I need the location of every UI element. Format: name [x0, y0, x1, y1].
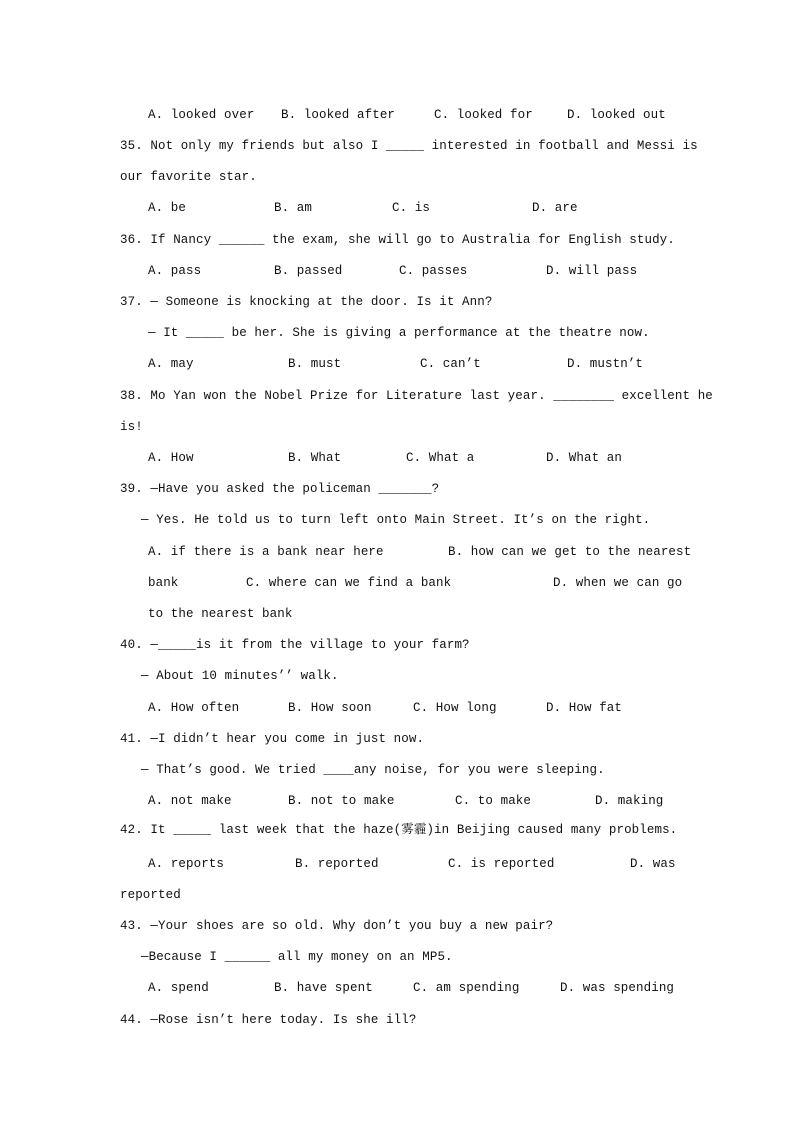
q39-option-b: B. how can we get to the nearest — [448, 545, 692, 559]
q34-option-c: C. looked for — [434, 108, 533, 122]
q42-stem: 42. It _____ last week that the haze(雾霾)in Beijing caused many problems. — [120, 823, 678, 837]
q43-option-d: D. was spending — [560, 981, 675, 995]
q38-option-b: B. What — [288, 451, 342, 465]
q43-option-b: B. have spent — [274, 981, 373, 995]
q39-reply: — Yes. He told us to turn left onto Main Street. It’s on the right. — [141, 513, 651, 527]
q38-stem-line2: is! — [120, 420, 143, 434]
q42-option-a: A. reports — [148, 857, 225, 871]
q36-option-b: B. passed — [274, 264, 343, 278]
q37-option-d: D. mustn’t — [567, 357, 644, 371]
q42-option-d-wrap: reported — [120, 888, 181, 902]
q35-option-a: A. be — [148, 201, 187, 215]
q38-option-c: C. What a — [406, 451, 475, 465]
q39-option-d-wrap: to the nearest bank — [148, 607, 293, 621]
q41-option-c: C. to make — [455, 794, 532, 808]
q40-option-c: C. How long — [413, 701, 497, 715]
q38-option-d: D. What an — [546, 451, 623, 465]
q39-option-d: D. when we can go — [553, 576, 683, 590]
q44-stem: 44. —Rose isn’t here today. Is she ill? — [120, 1013, 417, 1027]
q40-option-a: A. How often — [148, 701, 240, 715]
q40-reply: — About 10 minutes’’ walk. — [141, 669, 339, 683]
q41-reply: — That’s good. We tried ____any noise, for you were sleeping. — [141, 763, 605, 777]
q35-option-c: C. is — [392, 201, 431, 215]
q40-stem: 40. —_____is it from the village to your farm? — [120, 638, 470, 652]
q43-option-c: C. am spending — [413, 981, 520, 995]
q34-option-b: B. looked after — [281, 108, 396, 122]
q38-stem-line1: 38. Mo Yan won the Nobel Prize for Literature last year. ________ excellent he — [120, 389, 713, 403]
q41-option-b: B. not to make — [288, 794, 395, 808]
q37-option-a: A. may — [148, 357, 194, 371]
q39-option-a: A. if there is a bank near here — [148, 545, 384, 559]
q39-option-c: C. where can we find a bank — [246, 576, 452, 590]
q42-option-d: D. was — [630, 857, 676, 871]
q37-reply: — It _____ be her. She is giving a performance at the theatre now. — [148, 326, 650, 340]
q37-stem: 37. — Someone is knocking at the door. Is it Ann? — [120, 295, 493, 309]
q42-option-c: C. is reported — [448, 857, 555, 871]
q43-reply: —Because I ______ all my money on an MP5. — [141, 950, 453, 964]
q41-option-d: D. making — [595, 794, 664, 808]
q35-option-b: B. am — [274, 201, 313, 215]
q34-option-a: A. looked over — [148, 108, 255, 122]
q35-option-d: D. are — [532, 201, 578, 215]
q42-option-b: B. reported — [295, 857, 379, 871]
q43-stem: 43. —Your shoes are so old. Why don’t you buy a new pair? — [120, 919, 554, 933]
q37-option-b: B. must — [288, 357, 342, 371]
q39-stem: 39. —Have you asked the policeman _______? — [120, 482, 440, 496]
q41-stem: 41. —I didn’t hear you come in just now. — [120, 732, 425, 746]
q36-option-c: C. passes — [399, 264, 468, 278]
q43-option-a: A. spend — [148, 981, 209, 995]
q39-option-b-wrap: bank — [148, 576, 179, 590]
q35-stem-line1: 35. Not only my friends but also I _____ interested in football and Messi is — [120, 139, 698, 153]
q34-option-d: D. looked out — [567, 108, 666, 122]
q38-option-a: A. How — [148, 451, 194, 465]
q36-option-a: A. pass — [148, 264, 202, 278]
q41-option-a: A. not make — [148, 794, 232, 808]
q35-stem-line2: our favorite star. — [120, 170, 257, 184]
q36-stem: 36. If Nancy ______ the exam, she will go to Australia for English study. — [120, 233, 675, 247]
q36-option-d: D. will pass — [546, 264, 638, 278]
q40-option-b: B. How soon — [288, 701, 372, 715]
q40-option-d: D. How fat — [546, 701, 623, 715]
q37-option-c: C. can’t — [420, 357, 481, 371]
